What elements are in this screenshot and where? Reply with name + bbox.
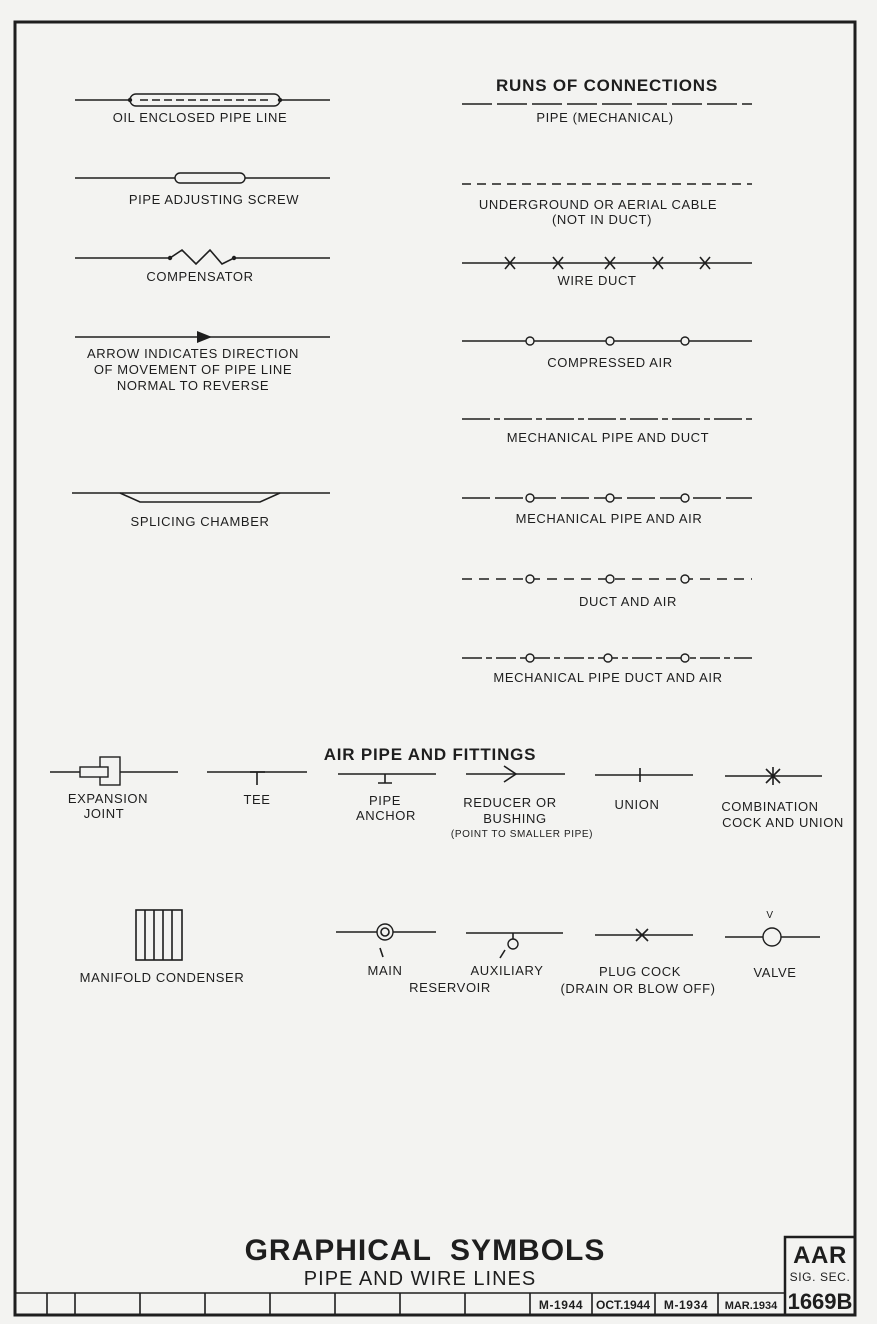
label-wire-duct: WIRE DUCT [557,273,637,288]
symbol-pipe-adjusting-screw [75,173,330,207]
label-plug-cock: PLUG COCK [599,964,681,979]
revision-3: M-1934 [663,1298,709,1312]
symbol-oil-enclosed-pipe-line [75,94,330,125]
label-joint: JOINT [83,806,125,821]
label-union: UNION [614,797,660,812]
label-combination: COMBINATION [721,799,819,814]
revision-2: OCT.1944 [595,1298,651,1312]
label-arrow-3: NORMAL TO REVERSE [116,378,270,393]
title-block [785,1237,855,1315]
label-arrow-2: OF MOVEMENT OF PIPE LINE [93,362,293,377]
title-main: GRAPHICAL SYMBOLS [244,1234,606,1267]
label-pipe-air: MECHANICAL PIPE AND AIR [515,511,703,526]
revision-4: MAR.1934 [724,1300,778,1312]
label-auxiliary: AUXILIARY [470,963,544,978]
run-pipe-mechanical [462,104,752,125]
symbol-auxiliary-reservoir [466,933,563,978]
symbol-tee [207,772,307,807]
symbol-valve [725,910,820,980]
label-cock-union: COCK AND UNION [722,815,844,830]
section-code: SIG. SEC. [789,1270,851,1284]
run-pipe-and-duct [462,419,752,445]
label-bushing: BUSHING [483,811,547,826]
fittings-heading: AIR PIPE AND FITTINGS [323,745,537,764]
run-pipe-duct-air [462,654,752,685]
label-duct-air: DUCT AND AIR [579,594,677,609]
run-pipe-and-air [462,494,752,526]
label-oil-enclosed: OIL ENCLOSED PIPE LINE [112,110,288,125]
label-expansion: EXPANSION [67,791,149,806]
label-tee: TEE [243,792,271,807]
run-cable [462,184,752,227]
label-arrow-1: ARROW INDICATES DIRECTION [87,346,299,361]
valve-mark: V [766,910,774,921]
label-reducer: REDUCER OR [463,795,557,810]
symbol-union [595,768,693,812]
label-reservoir: RESERVOIR [409,980,491,995]
run-duct-and-air [462,575,752,609]
title-sub: PIPE AND WIRE LINES [303,1268,537,1290]
org-code: AAR [793,1242,847,1269]
sheet-border [15,22,855,1315]
drawing-number: 1669B [787,1289,853,1314]
label-compressed-air: COMPRESSED AIR [547,355,673,370]
symbol-combination-cock-union [721,767,844,830]
label-pipe-duct: MECHANICAL PIPE AND DUCT [506,430,710,445]
symbol-reducer [451,766,593,840]
revision-1: M-1944 [538,1298,584,1312]
runs-heading: RUNS OF CONNECTIONS [495,76,719,95]
label-pipe-mechanical: PIPE (MECHANICAL) [536,110,674,125]
symbol-main-reservoir [336,924,436,978]
symbol-expansion-joint [50,757,178,821]
symbol-plug-cock [560,929,715,996]
label-adjusting-screw: PIPE ADJUSTING SCREW [128,192,300,207]
label-point-smaller: (POINT TO SMALLER PIPE) [450,829,594,840]
symbol-pipe-anchor [338,774,436,823]
symbol-splicing-chamber [72,493,330,529]
run-compressed-air [462,337,752,370]
label-pipe-duct-air: MECHANICAL PIPE DUCT AND AIR [493,670,723,685]
label-main: MAIN [367,963,403,978]
label-anchor: ANCHOR [356,808,416,823]
label-drain-blow-off: (DRAIN OR BLOW OFF) [560,981,716,996]
label-valve: VALVE [753,965,797,980]
symbol-compensator [75,250,330,284]
label-cable: UNDERGROUND OR AERIAL CABLE [478,197,718,212]
label-pipe: PIPE [368,793,402,808]
run-wire-duct [462,257,752,288]
label-compensator: COMPENSATOR [146,269,254,284]
label-not-in-duct: (NOT IN DUCT) [552,212,652,227]
revision-strip [15,1293,785,1315]
label-manifold: MANIFOLD CONDENSER [79,970,245,985]
symbol-direction-arrow [75,331,330,393]
symbol-manifold-condenser [80,910,245,985]
label-splicing: SPLICING CHAMBER [130,514,270,529]
